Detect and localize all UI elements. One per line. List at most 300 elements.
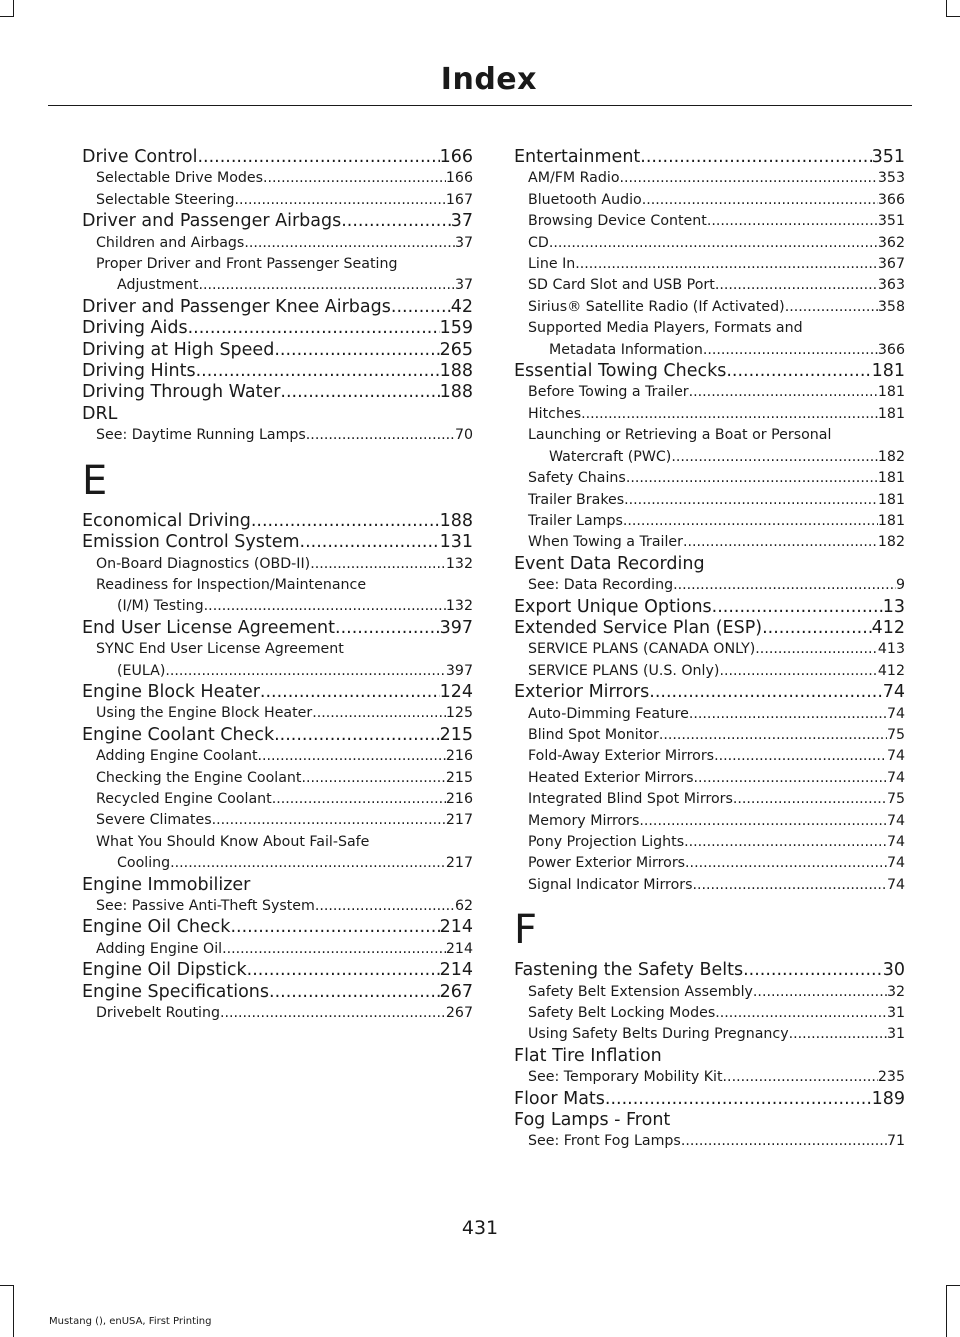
entry-label: Selectable Drive Modes xyxy=(96,170,264,187)
page-reference: 32 xyxy=(886,983,905,1000)
index-subentry xyxy=(82,789,473,810)
index-subentry xyxy=(82,596,473,617)
dot-leader xyxy=(204,596,446,617)
dot-leader xyxy=(712,597,883,618)
page-reference: 413 xyxy=(877,641,905,658)
entry-label: Safety Belt Extension Assembly xyxy=(528,983,753,1000)
page-reference: 181 xyxy=(877,512,905,529)
index-subentry xyxy=(82,554,473,575)
index-subentry: SYNC End User License Agreement xyxy=(96,641,344,658)
dot-leader xyxy=(263,168,446,189)
dot-leader xyxy=(726,361,871,382)
page-reference: 181 xyxy=(871,361,905,382)
entry-label: Severe Climates xyxy=(96,812,212,829)
dot-leader xyxy=(723,1067,878,1088)
dot-leader xyxy=(714,746,887,767)
dot-leader xyxy=(581,404,878,425)
index-subentry xyxy=(514,490,905,511)
page-reference: 362 xyxy=(877,234,905,251)
index-column-left xyxy=(82,147,473,1024)
page-reference: 214 xyxy=(439,960,473,981)
index-entry xyxy=(82,382,473,403)
index-subentry xyxy=(82,275,473,296)
page-reference: 412 xyxy=(877,662,905,679)
index-entry xyxy=(82,211,473,232)
entry-label: Metadata Information xyxy=(549,341,703,358)
index-subentry xyxy=(514,404,905,425)
dot-leader xyxy=(306,425,455,446)
dot-leader xyxy=(620,168,878,189)
page-reference: 181 xyxy=(877,470,905,487)
page-reference: 182 xyxy=(877,448,905,465)
page-reference: 70 xyxy=(454,427,473,444)
crop-mark-bottom-left xyxy=(0,1285,14,1286)
index-subentry xyxy=(82,810,473,831)
page-title: Index xyxy=(440,62,537,97)
index-subentry xyxy=(514,233,905,254)
index-subentry xyxy=(82,703,473,724)
index-entry xyxy=(82,917,473,938)
crop-mark-bottom-right xyxy=(946,1285,960,1286)
entry-label: Children and Airbags xyxy=(96,234,245,251)
entry-label: See: Passive Anti-Theft System xyxy=(96,898,315,914)
dot-leader xyxy=(341,211,451,232)
entry-label: Blind Spot Monitor xyxy=(528,726,659,743)
entry-label: Engine Oil Check xyxy=(82,917,231,938)
entry-label: SD Card Slot and USB Port xyxy=(528,277,715,294)
page-reference: 13 xyxy=(882,596,905,617)
entry-label: Engine Specifications xyxy=(82,981,270,1002)
page-reference: 351 xyxy=(877,213,905,230)
entry-label: Power Exterior Mirrors xyxy=(528,855,686,872)
page-reference: 74 xyxy=(886,855,905,872)
dot-leader xyxy=(549,233,878,254)
crop-mark-top-right xyxy=(946,16,960,17)
dot-leader xyxy=(212,810,446,831)
index-subentry xyxy=(514,853,905,874)
page-reference: 167 xyxy=(445,191,473,208)
index-subentry xyxy=(514,168,905,189)
dot-leader xyxy=(623,511,878,532)
dot-leader xyxy=(715,275,878,296)
page-reference: 217 xyxy=(445,855,473,872)
page-reference: 74 xyxy=(886,834,905,850)
page-reference: 42 xyxy=(450,296,473,317)
entry-label: Adding Engine Coolant xyxy=(96,748,258,765)
entry-label: SERVICE PLANS (U.S. Only) xyxy=(528,662,720,679)
entry-label: CD xyxy=(528,234,549,251)
entry-label: Driving Hints xyxy=(82,361,196,382)
dot-leader xyxy=(391,297,451,318)
entry-label: (I/M) Testing xyxy=(117,598,204,615)
dot-leader xyxy=(234,190,445,211)
crop-mark-bottom-left xyxy=(13,1285,14,1337)
page-reference: 188 xyxy=(439,510,473,531)
page-reference: 215 xyxy=(445,769,473,786)
index-entry xyxy=(514,597,905,618)
page-reference: 74 xyxy=(882,682,905,703)
page-reference: 74 xyxy=(886,812,905,829)
dot-leader xyxy=(315,896,455,917)
section-letter: F xyxy=(514,907,538,954)
dot-leader xyxy=(251,511,440,532)
entry-label: Auto-Dimming Feature xyxy=(528,705,689,722)
page-reference: 159 xyxy=(439,318,473,339)
entry-label: Pony Projection Lights xyxy=(528,834,685,850)
index-subentry xyxy=(514,746,905,767)
dot-leader xyxy=(272,789,446,810)
entry-label: Signal Indicator Mirrors xyxy=(528,876,693,893)
dot-leader xyxy=(715,1003,887,1024)
dot-leader xyxy=(693,875,887,896)
page-reference: 188 xyxy=(439,382,473,403)
index-subentry: Supported Media Players, Formats and xyxy=(528,320,803,337)
dot-leader xyxy=(335,618,440,639)
index-subentry xyxy=(82,168,473,189)
page-reference: 37 xyxy=(454,234,473,251)
page-reference: 75 xyxy=(886,791,905,808)
dot-leader xyxy=(197,147,439,168)
page-reference: 30 xyxy=(882,960,905,981)
page-reference: 267 xyxy=(439,981,473,1002)
page-reference: 351 xyxy=(871,147,905,167)
dot-leader xyxy=(244,233,455,254)
entry-label: See: Daytime Running Lamps xyxy=(96,427,306,444)
index-entry xyxy=(82,511,473,532)
page-reference: 217 xyxy=(445,812,473,829)
entry-label: Safety Belt Locking Modes xyxy=(528,1005,716,1022)
index-subentry xyxy=(514,297,905,318)
index-subentry xyxy=(514,211,905,232)
index-heading: Fog Lamps - Front xyxy=(514,1110,671,1131)
entry-label: Drivebelt Routing xyxy=(96,1005,220,1022)
page-reference: 397 xyxy=(445,662,473,679)
page-reference: 181 xyxy=(877,491,905,508)
index-subentry: Launching or Retrieving a Boat or Personal xyxy=(528,427,832,444)
index-subentry xyxy=(82,233,473,254)
entry-label: Using Safety Belts During Pregnancy xyxy=(528,1026,789,1043)
index-subentry xyxy=(82,190,473,211)
index-subentry: Proper Driver and Front Passenger Seating xyxy=(96,256,398,273)
entry-label: Adding Engine Oil xyxy=(96,940,223,957)
index-subentry xyxy=(514,532,905,553)
entry-label: Emission Control System xyxy=(82,532,300,553)
page-reference: 366 xyxy=(877,191,905,208)
page-reference: 132 xyxy=(445,598,473,615)
entry-label: Entertainment xyxy=(514,147,641,167)
index-subentry xyxy=(514,1003,905,1024)
page-reference: 216 xyxy=(445,748,473,765)
entry-label: Engine Coolant Check xyxy=(82,724,275,745)
entry-label: Engine Oil Dipstick xyxy=(82,960,247,981)
entry-label: Driving Through Water xyxy=(82,382,281,403)
entry-label: See: Temporary Mobility Kit xyxy=(528,1069,723,1086)
index-subentry xyxy=(82,939,473,960)
index-entry xyxy=(82,682,473,703)
page-reference: 214 xyxy=(445,940,473,957)
crop-mark-bottom-right xyxy=(946,1285,947,1337)
index-entry xyxy=(514,1089,905,1110)
dot-leader xyxy=(707,211,878,232)
index-subentry xyxy=(514,447,905,468)
entry-label: Trailer Lamps xyxy=(528,512,623,529)
index-subentry xyxy=(514,982,905,1003)
page-reference: 37 xyxy=(450,211,473,232)
dot-leader xyxy=(683,532,878,553)
crop-mark-top-right xyxy=(946,0,947,17)
index-entry xyxy=(82,725,473,746)
dot-leader xyxy=(258,746,446,767)
dot-leader xyxy=(300,532,440,553)
page-reference: 132 xyxy=(445,555,473,572)
index-subentry: Readiness for Inspection/Maintenance xyxy=(96,576,367,593)
entry-label: Before Towing a Trailer xyxy=(528,384,689,401)
index-subentry xyxy=(514,725,905,746)
dot-leader xyxy=(673,575,896,596)
entry-label: Recycled Engine Coolant xyxy=(96,790,272,807)
dot-leader xyxy=(222,939,446,960)
page-reference: 366 xyxy=(877,341,905,358)
dot-leader xyxy=(269,982,440,1003)
index-entry xyxy=(82,618,473,639)
index-heading: Flat Tire Inflation xyxy=(514,1045,662,1066)
index-entry xyxy=(82,982,473,1003)
entry-label: Economical Driving xyxy=(82,510,251,531)
page-reference: 124 xyxy=(439,681,473,702)
dot-leader xyxy=(753,982,887,1003)
page-reference: 235 xyxy=(877,1069,905,1086)
index-subentry xyxy=(514,1131,905,1152)
page-reference: 75 xyxy=(886,726,905,743)
dot-leader xyxy=(719,661,877,682)
page-reference: 267 xyxy=(445,1005,473,1022)
entry-label: End User License Agreement xyxy=(82,617,335,638)
entry-label: Driving Aids xyxy=(82,318,188,339)
dot-leader xyxy=(170,853,446,874)
index-subentry xyxy=(514,639,905,660)
page-reference: 358 xyxy=(877,298,905,315)
index-subentry xyxy=(514,661,905,682)
page-reference: 412 xyxy=(871,617,905,638)
dot-leader xyxy=(762,618,872,639)
index-entry xyxy=(82,297,473,318)
entry-label: Cooling xyxy=(117,855,171,872)
entry-label: Driver and Passenger Airbags xyxy=(82,211,342,232)
dot-leader xyxy=(196,361,440,382)
dot-leader xyxy=(694,768,887,789)
index-subentry xyxy=(514,875,905,896)
dot-leader xyxy=(247,960,440,981)
index-entry xyxy=(514,361,905,382)
index-subentry xyxy=(514,811,905,832)
entry-label: (EULA) xyxy=(117,662,166,679)
index-subentry xyxy=(82,661,473,682)
index-subentry: What You Should Know About Fail-Safe xyxy=(96,833,370,850)
index-heading: Event Data Recording xyxy=(514,553,705,574)
entry-label: Line In xyxy=(528,256,576,273)
page-reference: 31 xyxy=(886,1005,905,1022)
crop-mark-top-left xyxy=(0,16,14,17)
entry-label: Essential Towing Checks xyxy=(514,361,727,382)
entry-label: Hitches xyxy=(528,405,582,422)
page-reference: 182 xyxy=(877,534,905,551)
entry-label: Fold-Away Exterior Mirrors xyxy=(528,748,715,765)
dot-leader xyxy=(198,275,454,296)
entry-label: SERVICE PLANS (CANADA ONLY) xyxy=(528,641,756,658)
index-subentry xyxy=(514,511,905,532)
page-reference: 367 xyxy=(877,256,905,273)
page-reference: 353 xyxy=(877,170,905,187)
dot-leader xyxy=(642,190,878,211)
dot-leader xyxy=(280,382,439,403)
entry-label: Drive Control xyxy=(82,147,198,167)
dot-leader xyxy=(659,725,887,746)
dot-leader xyxy=(626,468,878,489)
index-subentry xyxy=(514,1024,905,1045)
dot-leader xyxy=(188,318,440,339)
page-reference: 131 xyxy=(439,532,473,553)
dot-leader xyxy=(640,147,871,168)
index-entry xyxy=(82,340,473,361)
page-reference: 215 xyxy=(439,724,473,745)
index-subentry xyxy=(82,425,473,446)
page-reference: 37 xyxy=(454,277,473,294)
entry-label: AM/FM Radio xyxy=(528,170,620,187)
dot-leader xyxy=(639,811,887,832)
entry-label: Browsing Device Content xyxy=(528,213,707,230)
entry-label: Driving at High Speed xyxy=(82,339,275,360)
dot-leader xyxy=(274,340,439,361)
index-subentry xyxy=(514,254,905,275)
section-letter: E xyxy=(82,457,108,504)
entry-label: Export Unique Options xyxy=(514,596,712,617)
dot-leader xyxy=(681,1131,887,1152)
dot-leader xyxy=(789,1024,887,1045)
page-reference: 214 xyxy=(439,917,473,938)
index-entry xyxy=(82,960,473,981)
dot-leader xyxy=(230,917,439,938)
index-entry xyxy=(82,318,473,339)
page-reference: 71 xyxy=(886,1133,905,1150)
index-subentry xyxy=(514,340,905,361)
index-entry xyxy=(82,147,473,168)
entry-label: Trailer Brakes xyxy=(528,491,625,508)
index-entry xyxy=(514,147,905,168)
index-subentry xyxy=(82,853,473,874)
index-subentry xyxy=(514,768,905,789)
index-subentry xyxy=(82,1003,473,1024)
index-subentry xyxy=(82,768,473,789)
entry-label: See: Front Fog Lamps xyxy=(528,1133,681,1150)
dot-leader xyxy=(755,639,878,660)
page-reference: 265 xyxy=(439,339,473,360)
entry-label: Adjustment xyxy=(117,277,199,294)
page-reference: 62 xyxy=(454,898,473,914)
dot-leader xyxy=(733,789,887,810)
dot-leader xyxy=(689,382,878,403)
entry-label: When Towing a Trailer xyxy=(528,534,683,551)
crop-mark-top-left xyxy=(13,0,14,17)
dot-leader xyxy=(624,490,878,511)
dot-leader xyxy=(220,1003,446,1024)
index-column-right xyxy=(514,147,905,1153)
index-subentry xyxy=(82,746,473,767)
page-reference: 166 xyxy=(439,147,473,167)
index-entry xyxy=(514,682,905,703)
page-reference: 181 xyxy=(877,384,905,401)
index-subentry xyxy=(82,896,473,917)
index-subentry xyxy=(514,190,905,211)
page-reference: 189 xyxy=(871,1088,905,1109)
page-reference: 31 xyxy=(886,1026,905,1043)
index-entry xyxy=(514,960,905,981)
page-reference: 363 xyxy=(877,277,905,294)
dot-leader xyxy=(671,447,878,468)
dot-leader xyxy=(165,661,446,682)
page-reference: 74 xyxy=(886,748,905,765)
index-subentry xyxy=(514,704,905,725)
entry-label: Sirius® Satellite Radio (If Activated) xyxy=(528,298,785,315)
dot-leader xyxy=(649,682,882,703)
dot-leader xyxy=(301,768,445,789)
dot-leader xyxy=(684,832,887,853)
page-reference: 9 xyxy=(895,577,905,594)
entry-label: Using the Engine Block Heater xyxy=(96,705,313,722)
index-entry xyxy=(514,618,905,639)
dot-leader xyxy=(685,853,887,874)
index-heading: Engine Immobilizer xyxy=(82,874,251,895)
dot-leader xyxy=(703,340,878,361)
dot-leader xyxy=(260,682,440,703)
entry-label: Exterior Mirrors xyxy=(514,682,650,703)
index-subentry xyxy=(514,575,905,596)
entry-label: Floor Mats xyxy=(514,1088,605,1109)
entry-label: Bluetooth Audio xyxy=(528,191,642,208)
entry-label: Extended Service Plan (ESP) xyxy=(514,617,763,638)
page-reference: 74 xyxy=(886,705,905,722)
entry-label: Checking the Engine Coolant xyxy=(96,769,302,786)
dot-leader xyxy=(785,297,878,318)
index-subentry xyxy=(514,275,905,296)
entry-label: Safety Chains xyxy=(528,470,626,487)
page-reference: 74 xyxy=(886,876,905,893)
entry-label: Heated Exterior Mirrors xyxy=(528,769,694,786)
dot-leader xyxy=(743,960,883,981)
entry-label: Memory Mirrors xyxy=(528,812,640,829)
dot-leader xyxy=(605,1089,872,1110)
page-reference: 216 xyxy=(445,790,473,807)
dot-leader xyxy=(689,704,887,725)
index-heading: DRL xyxy=(82,403,118,424)
dot-leader xyxy=(575,254,878,275)
entry-label: Selectable Steering xyxy=(96,191,235,208)
entry-label: Integrated Blind Spot Mirrors xyxy=(528,791,733,808)
page-number: 431 xyxy=(461,1217,499,1239)
entry-label: Fastening the Safety Belts xyxy=(514,960,744,981)
index-subentry xyxy=(514,789,905,810)
entry-label: On-Board Diagnostics (OBD-II) xyxy=(96,555,311,572)
page-reference: 188 xyxy=(439,361,473,382)
entry-label: See: Data Recording xyxy=(528,577,674,594)
index-subentry xyxy=(514,382,905,403)
page-reference: 181 xyxy=(877,405,905,422)
page-reference: 125 xyxy=(445,705,473,722)
page-reference: 166 xyxy=(445,170,473,187)
index-subentry xyxy=(514,468,905,489)
index-subentry xyxy=(514,832,905,853)
footer-text: Mustang (), enUSA, First Printing xyxy=(49,1316,212,1327)
header-rule xyxy=(48,105,912,106)
